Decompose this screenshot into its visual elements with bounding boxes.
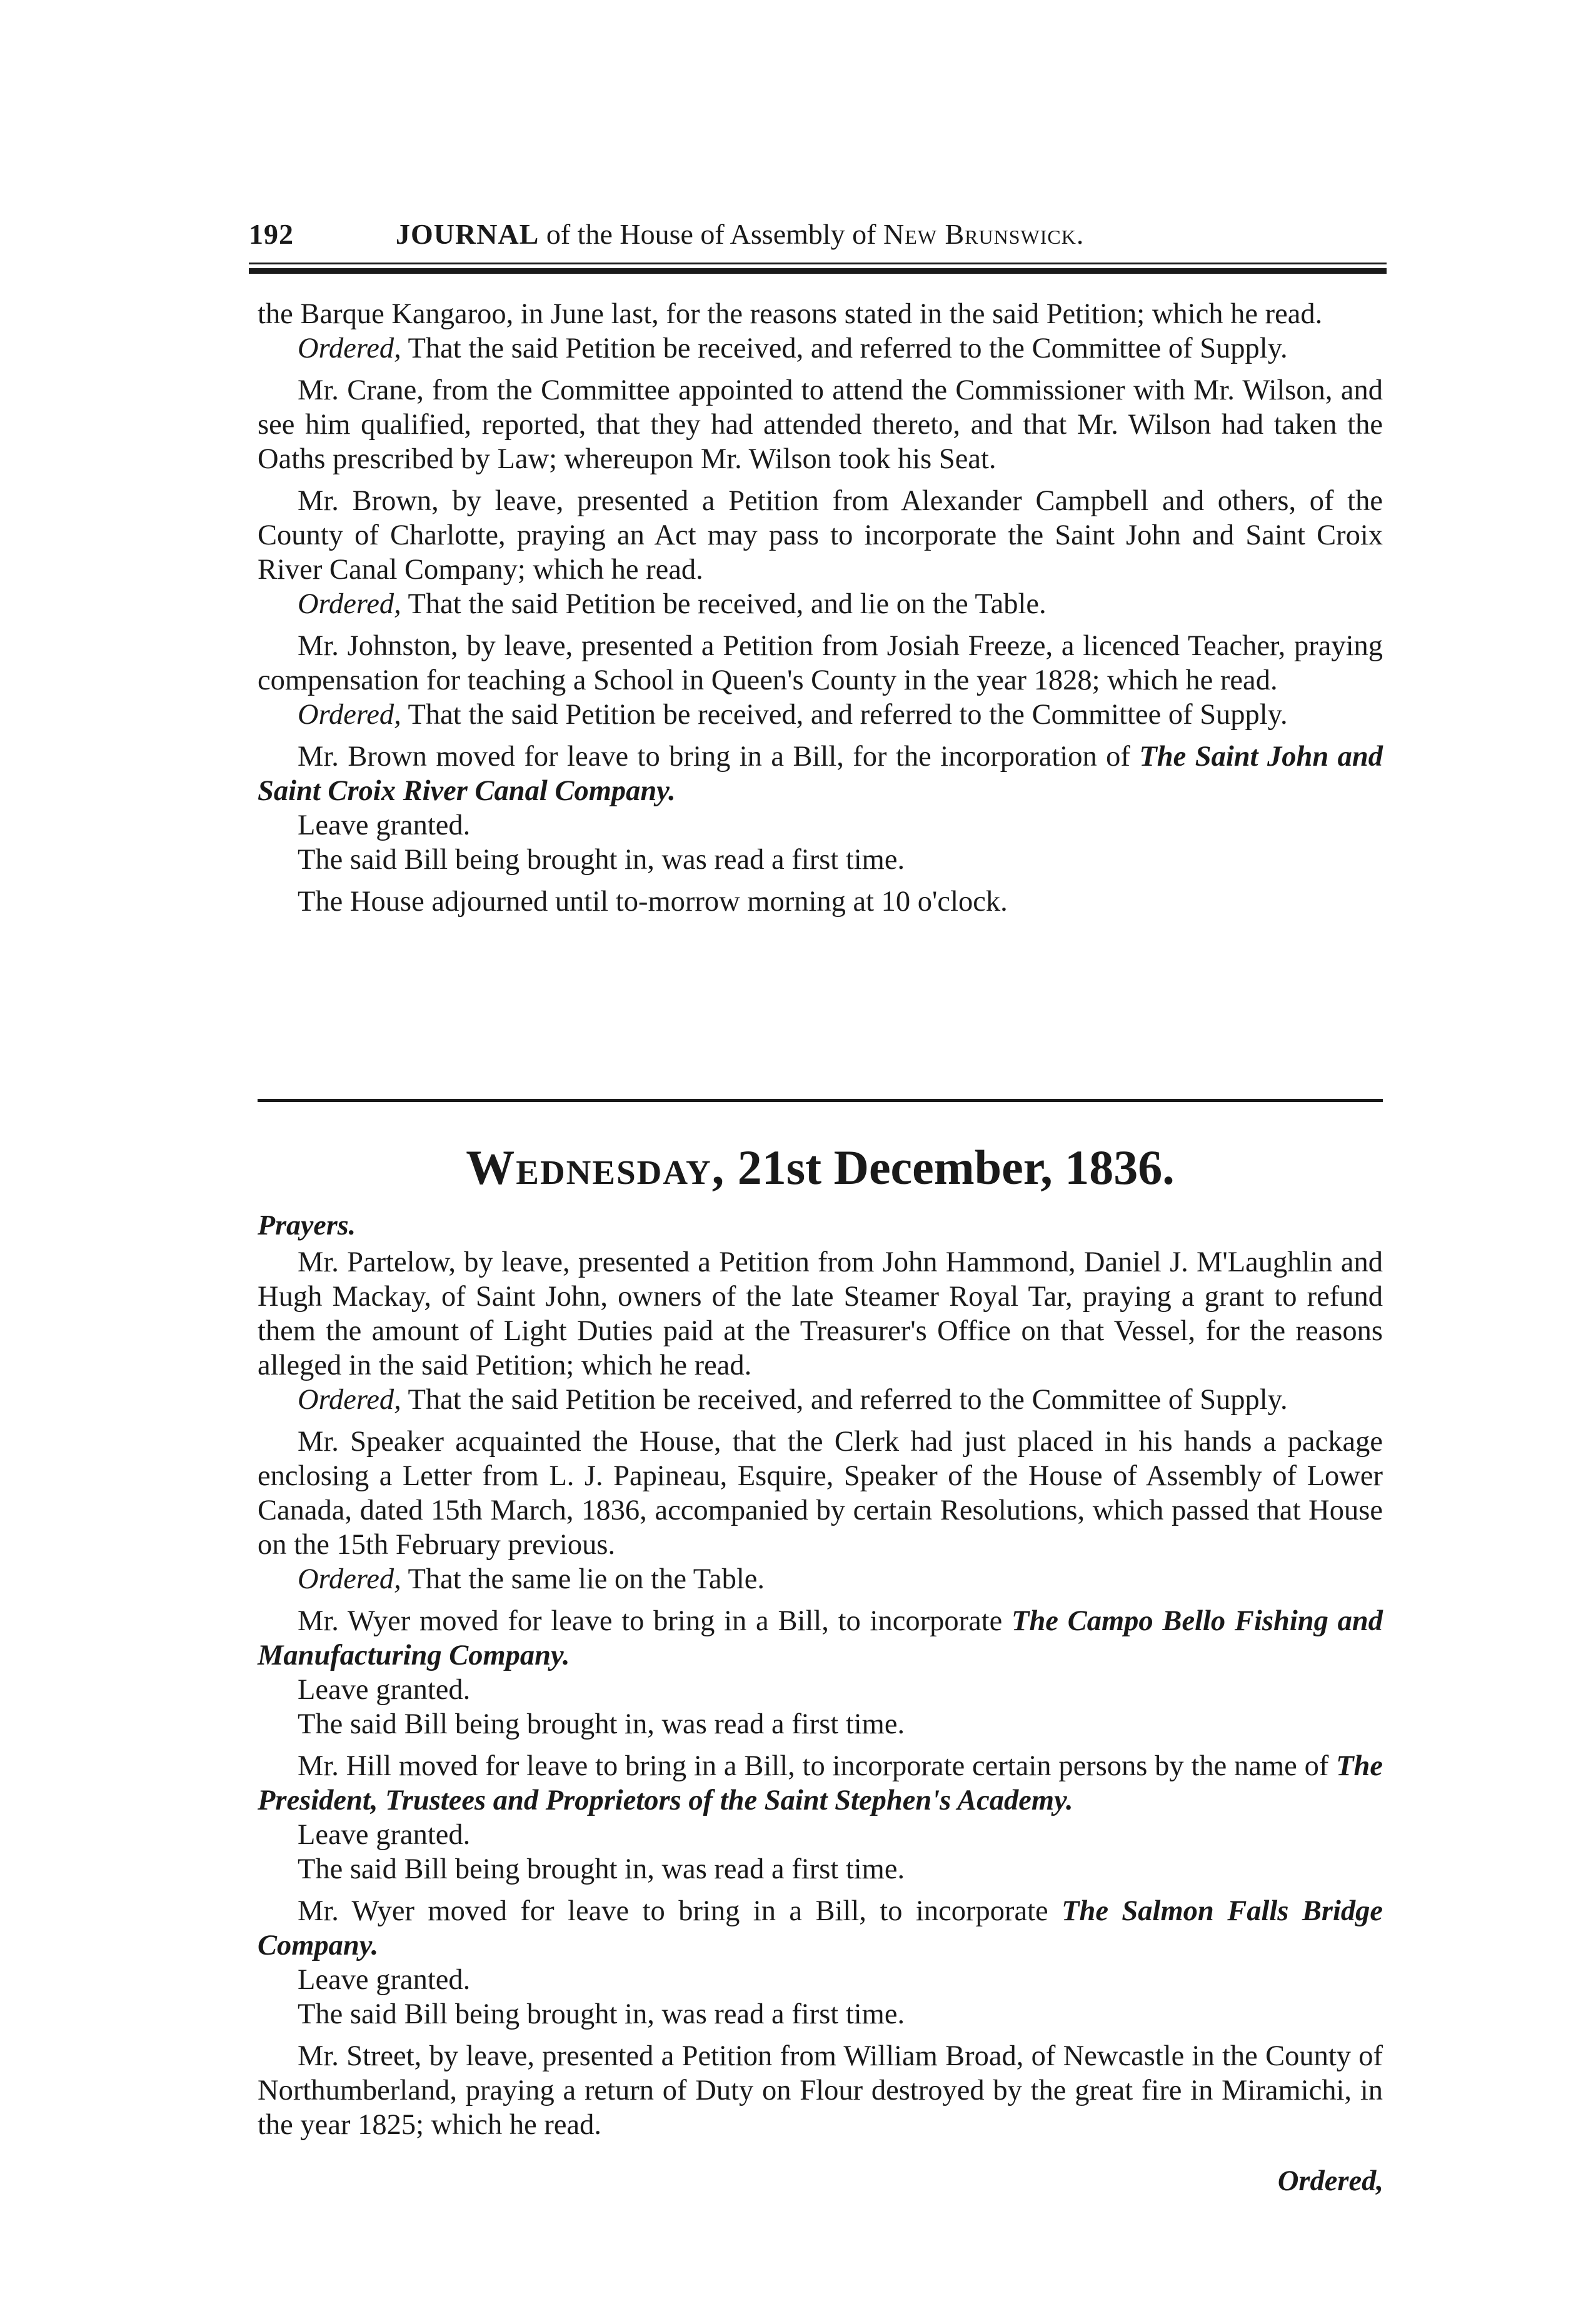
ordered-label: Ordered,: [298, 1384, 401, 1416]
paragraph: [258, 808, 1383, 843]
paragraph-text: Mr. Partelow, by leave, presented a Petition from John Hammond, Daniel J. M'Laughlin and Hugh Mackay, of Saint John, owners of the late Steamer Royal Tar, praying a grant to refund them the amount of Light Duties paid at the Treasurer's Office on that Vessel, for the reasons alleged in the said Petition; which he read.: [258, 1246, 1383, 1381]
page-header: [249, 213, 1387, 256]
section-heading: [258, 1136, 1383, 1199]
paragraph: [258, 1425, 1383, 1562]
paragraph-text: Mr. Hill moved for leave to bring in a Bill, to incorporate certain persons by the name of: [298, 1750, 1337, 1782]
paragraph: [258, 484, 1383, 587]
paragraph: [258, 331, 1383, 366]
ordered-label: Ordered,: [298, 588, 401, 620]
paragraph: [258, 1604, 1383, 1673]
paragraph-text: Mr. Johnston, by leave, presented a Petition from Josiah Freeze, a licenced Teacher, praying compensation for teaching a School in Queen's County in the year 1828; which he read.: [258, 630, 1383, 696]
paragraph-text: The said Bill being brought in, was read a first time.: [298, 1998, 905, 2030]
bill-title: The Campo Bello Fishing and Manufacturing Company.: [258, 1605, 1383, 1671]
paragraph: [258, 1818, 1383, 1852]
running-head-middle: of the House of Assembly of: [539, 218, 883, 250]
paragraph-text: Mr. Speaker acquainted the House, that the Clerk had just placed in his hands a package enclosing a Letter from L. J. Papineau, Esquire, Speaker of the House of Assembly of Lower Canada, dated 15th March, 1836, accompanied by certain Resolutions, which passed that House on the 15th February previous.: [258, 1426, 1383, 1561]
paragraph: [258, 587, 1383, 621]
running-head: [396, 213, 1083, 256]
paragraph: [258, 373, 1383, 476]
paragraph: [258, 1963, 1383, 1997]
paragraph: [258, 1562, 1383, 1596]
running-head-journal: JOURNAL: [396, 218, 540, 250]
paragraph: [258, 1997, 1383, 2031]
paragraph-text: That the same lie on the Table.: [401, 1563, 765, 1595]
catchword: Ordered,: [1277, 2165, 1383, 2197]
paragraph-text: Mr. Wyer moved for leave to bring in a Bill, to incorporate: [298, 1605, 1012, 1637]
paragraph-text: That the said Petition be received, and lie on the Table.: [401, 588, 1046, 620]
heading-day: Wednesday,: [466, 1140, 726, 1195]
paragraph-text: Mr. Crane, from the Committee appointed to attend the Commissioner with Mr. Wilson, and see him qualified, reported, that they had attended thereto, and that Mr. Wilson had taken the Oaths prescribed by Law; whereupon Mr. Wilson took his Seat.: [258, 374, 1383, 475]
paragraph-text: Mr. Brown, by leave, presented a Petition from Alexander Campbell and others, of the County of Charlotte, praying an Act may pass to incorporate the Saint John and Saint Croix River Canal Company; which he read.: [258, 485, 1383, 586]
page-number: 192: [249, 218, 294, 250]
paragraph: [258, 1894, 1383, 1963]
ordered-label: Ordered,: [298, 699, 401, 731]
header-rule-thin: [249, 263, 1387, 264]
paragraph: [258, 1852, 1383, 1886]
paragraph-text: the Barque Kangaroo, in June last, for the reasons stated in the said Petition; which he read.: [258, 298, 1323, 330]
paragraph-text: Leave granted.: [298, 1674, 471, 1706]
running-head-province: New Brunswick: [883, 218, 1077, 250]
section-1-body: [258, 297, 1383, 926]
ordered-label: Ordered,: [298, 333, 401, 364]
paragraph: [258, 1245, 1383, 1383]
bill-title: The Salmon Falls Bridge Company.: [258, 1895, 1383, 1961]
paragraph: [258, 1673, 1383, 1707]
paragraph-text: Leave granted.: [298, 809, 471, 841]
paragraph-text: Mr. Wyer moved for leave to bring in a Bill, to incorporate: [298, 1895, 1062, 1927]
bill-title: The President, Trustees and Proprietors of the Saint Stephen's Academy.: [258, 1750, 1383, 1816]
running-head-period: .: [1076, 218, 1084, 250]
paragraph: [258, 1383, 1383, 1417]
paragraph-text: Leave granted.: [298, 1964, 471, 1996]
paragraph: [258, 843, 1383, 877]
ordered-label: Ordered,: [298, 1563, 401, 1595]
paragraph-text: The said Bill being brought in, was read a first time.: [298, 1708, 905, 1740]
paragraph-text: The said Bill being brought in, was read a first time.: [298, 1853, 905, 1885]
paragraph: [258, 884, 1383, 919]
paragraph-text: The said Bill being brought in, was read a first time.: [298, 844, 905, 876]
header-rule-thick: [249, 268, 1387, 274]
heading-date: 21st December, 1836.: [725, 1140, 1175, 1195]
paragraph-text: Mr. Street, by leave, presented a Petition from William Broad, of Newcastle in the County of Northumberland, praying a return of Duty on Flour destroyed by the great fire in Miramichi, in the year 1825; which he read.: [258, 2040, 1383, 2141]
paragraph-text: Mr. Brown moved for leave to bring in a Bill, for the incorporation of: [298, 741, 1140, 773]
bill-title: The Saint John and Saint Croix River Canal Company.: [258, 741, 1383, 807]
paragraph: [258, 297, 1383, 331]
paragraph: [258, 629, 1383, 698]
section-2-body: [258, 1245, 1383, 2142]
paragraph-text: The House adjourned until to-morrow morning at 10 o'clock.: [298, 886, 1008, 918]
paragraph-text: That the said Petition be received, and referred to the Committee of Supply.: [401, 1384, 1288, 1416]
paragraph: [258, 1749, 1383, 1818]
paragraph-text: That the said Petition be received, and referred to the Committee of Supply.: [401, 333, 1288, 364]
prayers-label: Prayers.: [258, 1209, 356, 1241]
paragraph-text: Leave granted.: [298, 1819, 471, 1851]
paragraph: [258, 739, 1383, 808]
paragraph-text: That the said Petition be received, and referred to the Committee of Supply.: [401, 699, 1288, 731]
paragraph: [258, 698, 1383, 732]
paragraph: [258, 2039, 1383, 2142]
paragraph: [258, 1707, 1383, 1741]
section-divider: [258, 1099, 1383, 1102]
